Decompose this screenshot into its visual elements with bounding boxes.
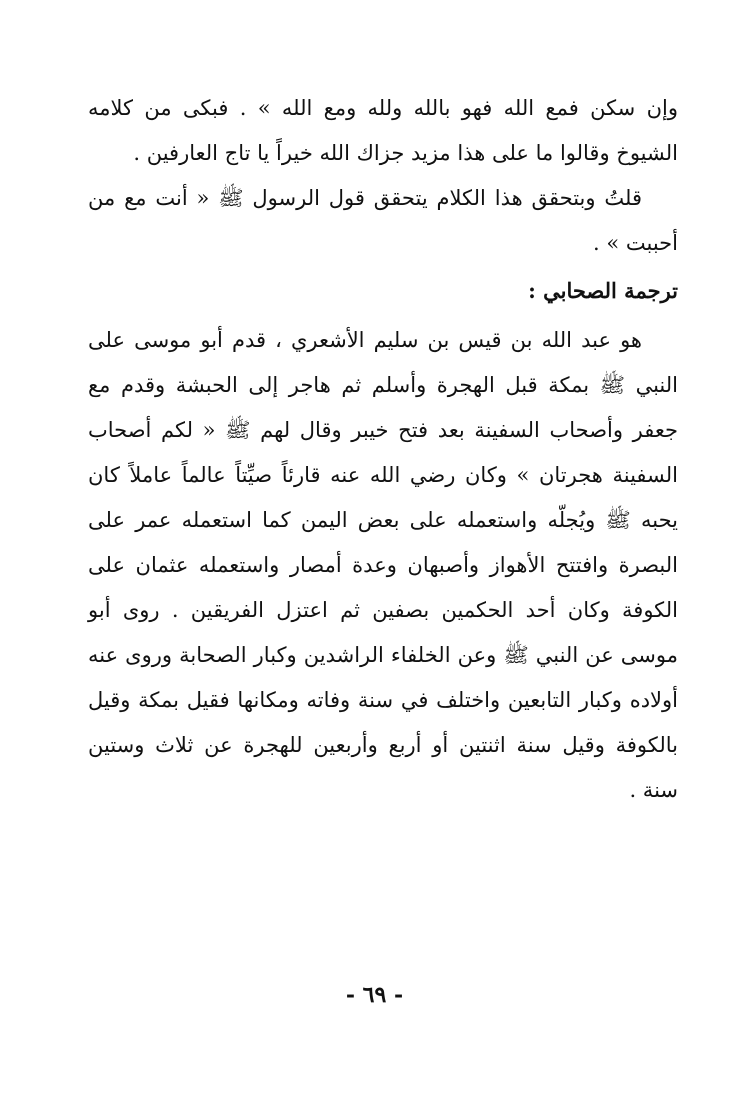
section-heading: ترجمة الصحابي : [528,278,678,303]
page-number: - ٦٩ - [345,982,404,1008]
paragraph-hadith: قلتُ وبتحقق هذا الكلام يتحقق قول الرسول ﷺ « أنت مع من أحببت » . [88,186,678,255]
paragraph-biography: هو عبد الله بن قيس بن سليم الأشعري ، قدم أبو موسى على النبي ﷺ بمكة قبل الهجرة وأسلم ثم هاجر إلى الحبشة وقدم مع جعفر وأصحاب السفينة بعد فتح خيبر وقال لهم ﷺ « لكم أصحاب السفينة هجرتان » وكان رضي الله عنه قارئاً صيِّتاً عالماً عاملاً كان يحبه ﷺ ويُجلّه واستعمله على بعض اليمن كما استعمله عمر على البصرة وافتتح الأهواز وأصبهان وعدة أمصار واستعمله عثمان على الكوفة وكان أحد الحكمين بصفين ثم اعتزل الفريقين . روى أبو موسى عن النبي ﷺ وعن الخلفاء الراشدين وكبار الصحابة وروى عنه أولاده وكبار التابعين واختلف في سنة وفاته ومكانها فقيل بمكة وقيل بالكوفة وقيل سنة اثنتين أو أربع وأربعين للهجرة عن ثلاث وستين سنة . [88,328,678,802]
section-heading-area [88,268,678,313]
paragraph-closing-quote: وإن سكن فمع الله فهو بالله ولله ومع الله » . فبكى من كلامه الشيوخ وقالوا ما على هذا مزيد جزاك الله خيراً يا تاج العارفين . [88,96,678,165]
opening-text [88,86,678,266]
biography-text [88,318,678,813]
